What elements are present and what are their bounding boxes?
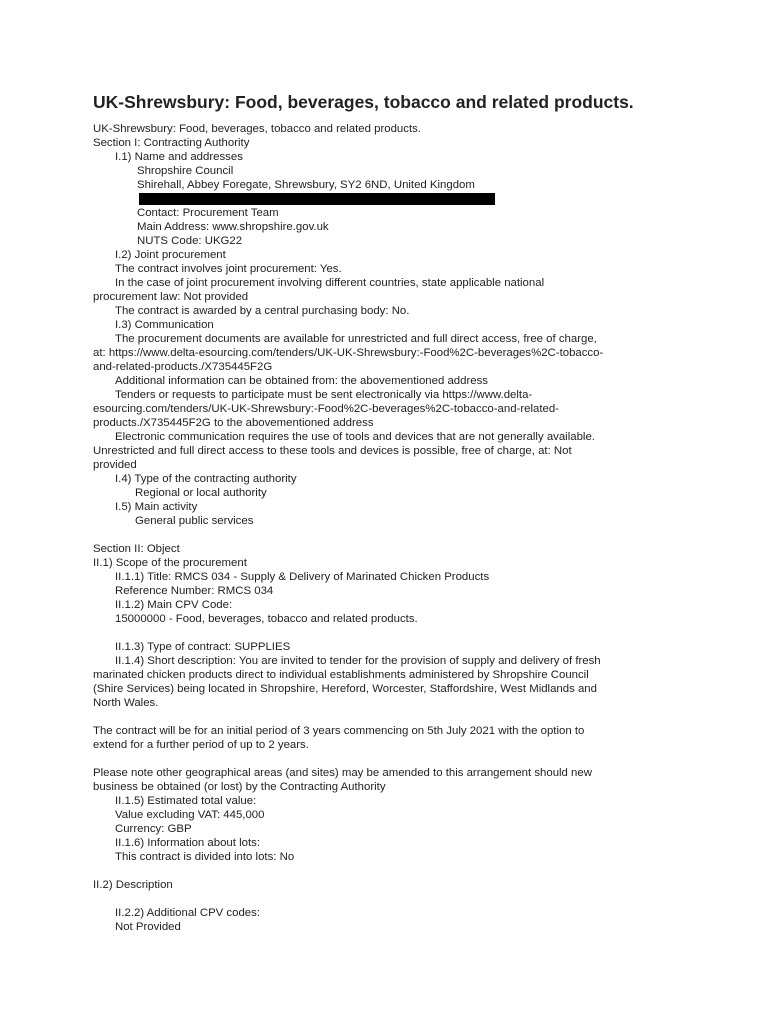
text-line: Regional or local authority xyxy=(135,487,267,499)
text-line: North Wales. xyxy=(93,697,159,709)
text-line: II.1.1) Title: RMCS 034 - Supply & Delivery of Marinated Chicken Products xyxy=(115,571,490,583)
page-title: UK-Shrewsbury: Food, beverages, tobacco and related products. xyxy=(93,92,634,112)
spacer xyxy=(93,752,683,766)
text-line: Value excluding VAT: 445,000 xyxy=(115,809,265,821)
subsection-heading: I.5) Main activity xyxy=(115,501,198,513)
text-line: Not Provided xyxy=(115,921,181,933)
text-line: General public services xyxy=(135,515,254,527)
text-line: II.1.6) Information about lots: xyxy=(115,837,260,849)
subsection-heading: I.3) Communication xyxy=(115,319,214,331)
spacer xyxy=(93,864,683,878)
spacer xyxy=(93,626,683,640)
text-line: at: https://www.delta-esourcing.com/tenders/UK-UK-Shrewsbury:-Food%2C-beverages%2C-tobacco- xyxy=(93,347,604,359)
spacer xyxy=(93,710,683,724)
section-heading: Section II: Object xyxy=(93,543,180,555)
text-line: This contract is divided into lots: No xyxy=(115,851,295,863)
notice-body xyxy=(93,122,683,934)
subsection-heading: II.2) Description xyxy=(93,879,173,891)
text-line: Shropshire Council xyxy=(137,165,234,177)
text-line: Unrestricted and full direct access to these tools and devices is possible, free of charge, at: Not xyxy=(93,445,572,457)
subsection-heading: I.2) Joint procurement xyxy=(115,249,226,261)
text-line: esourcing.com/tenders/UK-UK-Shrewsbury:-Food%2C-beverages%2C-tobacco-and-related- xyxy=(93,403,559,415)
text-line: and-related-products./X735445F2G xyxy=(93,361,273,373)
text-line: Additional information can be obtained from: the abovementioned address xyxy=(115,375,488,387)
text-line: II.1.4) Short description: You are invited to tender for the provision of supply and delivery of fresh xyxy=(115,655,601,667)
text-line: products./X735445F2G to the abovementioned address xyxy=(93,417,374,429)
redaction-bar xyxy=(139,193,495,205)
text-line: Shirehall, Abbey Foregate, Shrewsbury, SY2 6ND, United Kingdom xyxy=(137,179,475,191)
text-line: The contract is awarded by a central purchasing body: No. xyxy=(115,305,410,317)
text-line: Currency: GBP xyxy=(115,823,192,835)
spacer xyxy=(93,892,683,906)
text-line: The contract involves joint procurement: Yes. xyxy=(115,263,342,275)
text-line: procurement law: Not provided xyxy=(93,291,249,303)
text-line: Main Address: www.shropshire.gov.uk xyxy=(137,221,329,233)
text-line: 15000000 - Food, beverages, tobacco and related products. xyxy=(115,613,418,625)
text-line: (Shire Services) being located in Shropshire, Hereford, Worcester, Staffordshire, West Midlands and xyxy=(93,683,597,695)
text-line: NUTS Code: UKG22 xyxy=(137,235,243,247)
text-line: provided xyxy=(93,459,137,471)
text-line: II.1.3) Type of contract: SUPPLIES xyxy=(115,641,291,653)
text-line: The procurement documents are available for unrestricted and full direct access, free of charge, xyxy=(115,333,597,345)
text-line: Contact: Procurement Team xyxy=(137,207,279,219)
text-line: extend for a further period of up to 2 years. xyxy=(93,739,309,751)
text-line: Please note other geographical areas (and sites) may be amended to this arrangement should new xyxy=(93,767,592,779)
text-line: II.1.5) Estimated total value: xyxy=(115,795,257,807)
text-line: II.2.2) Additional CPV codes: xyxy=(115,907,260,919)
text-line: II.1.2) Main CPV Code: xyxy=(115,599,233,611)
subsection-heading: I.1) Name and addresses xyxy=(115,151,243,163)
text-line: Reference Number: RMCS 034 xyxy=(115,585,274,597)
text-line: UK-Shrewsbury: Food, beverages, tobacco and related products. xyxy=(93,123,421,135)
subsection-heading: II.1) Scope of the procurement xyxy=(93,557,247,569)
section-heading: Section I: Contracting Authority xyxy=(93,137,250,149)
text-line: Electronic communication requires the use of tools and devices that are not generally available. xyxy=(115,431,595,443)
spacer xyxy=(93,528,683,542)
text-line: In the case of joint procurement involving different countries, state applicable national xyxy=(115,277,545,289)
text-line: business be obtained (or lost) by the Contracting Authority xyxy=(93,781,386,793)
text-line: Tenders or requests to participate must be sent electronically via https://www.delta- xyxy=(115,389,533,401)
text-line: marinated chicken products direct to individual establishments administered by Shropshire Council xyxy=(93,669,589,681)
text-line: The contract will be for an initial period of 3 years commencing on 5th July 2021 with the option to xyxy=(93,725,585,737)
subsection-heading: I.4) Type of the contracting authority xyxy=(115,473,297,485)
